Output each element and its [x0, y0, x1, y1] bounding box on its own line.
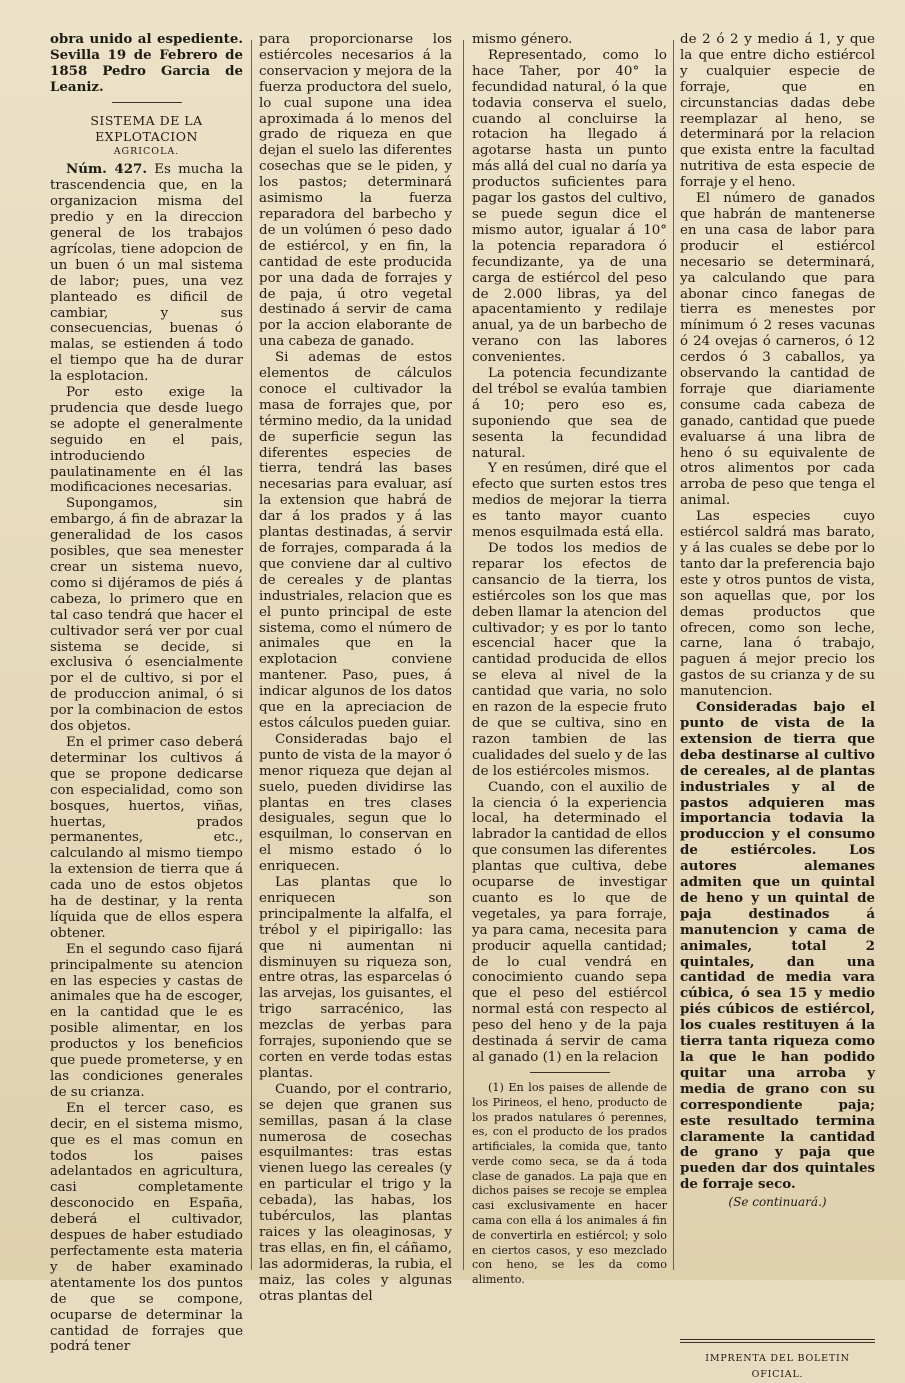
column-rule-1: [251, 40, 252, 1270]
column-rule-2: [463, 40, 464, 1270]
paragraph: En el segundo caso fijará principalmente su atencion en las especies y castas de animales que ha de escoger, en la cantidad que le es posible alimentar, en los productos y los beneficios que puede prometerse, y en las condiciones generales de su crianza.: [50, 941, 243, 1100]
paragraph: Las plantas que lo enriquecen son principalmente la alfalfa, el trébol y el pipirigallo: las que ni aumentan ni disminuyen su riqueza son, entre otras, las esparcelas ó las arvejas, los guisantes, el trigo sarracénico, las mezclas de yerbas para forrajes, suponiendo que se corten en verde todas estas plantas.: [259, 875, 452, 1081]
paragraph: De todos los medios de reparar los efectos de cansancio de la tierra, los estiércoles son los que mas deben llamar la atencion del cultivador; y es por lo tanto escencial hacer que la cantidad producida de ellos se eleva al nivel de la cantidad que varia, no solo en razon de la especie fruto de que se cultiva, sino en razon tambien de las cualidades del suelo y de las de los estiércoles mismos.: [472, 541, 667, 779]
section-subtitle: AGRICOLA.: [113, 146, 180, 158]
paragraph: Por esto exige la prudencia que desde luego se adopte el generalmente seguido en el pais, introduciendo paulatinamente en él las modificaciones necesarias.: [50, 385, 243, 496]
paragraph: mismo género.: [472, 32, 573, 47]
footer-rule: [680, 1339, 875, 1343]
footnote-rule: [530, 1072, 610, 1073]
printer-imprint: IMPRENTA DEL BOLETIN OFICIAL.: [705, 1353, 850, 1380]
separator-rule: [112, 102, 182, 103]
paragraph: Las especies cuyo estiércol saldrá mas barato, y á las cuales se debe por lo tanto dar la preferencia bajo este y otros puntos de vista, son aquellas que, por los demas productos que ofrecen, como son leche, carne, lana ó trabajo, paguen á mejor precio los gastos de su crianza y de su manutencion.: [680, 509, 875, 700]
paragraph: Consideradas bajo el punto de vista de la mayor ó menor riqueza que dejan al suelo, pueden dividirse las plantas en tres clases desiguales, segun que lo esquilman, lo conservan en el mismo estado ó lo enriquecen.: [259, 731, 452, 875]
column-1: [50, 31, 243, 1355]
column-3: [472, 32, 667, 1287]
paragraph: Cuando, por el contrario, se dejen que granen sus semillas, pasan á la clase numerosa de cosechas esquilmantes: tras estas vienen luego las cereales (y en particular el trigo y la cebada), las habas, los tubérculos, las plantas raices y las oleaginosas, y tras ellas, en fin, el cáñamo, las adormideras, la rubia, el maiz, las coles y algunas otras plantas del: [259, 1081, 452, 1304]
column-4: [680, 32, 875, 1380]
paragraph: para proporcionarse los estiércoles necesarios á la conservacion y mejora de la fuerza productora del suelo, lo cual supone una idea aproximada á lo menos del grado de riqueza en que dejan el suelo las diferentes cosechas que se le piden, y los pastos; determinará asimismo la fuerza reparadora del barbecho y de un volúmen ó peso dado de estiércol, y en fin, la cantidad de este producida por una dada de forrajes y de paja, ú otro vegetal destinado á servir de cama por la accion elaborante de una cabeza de ganado.: [259, 32, 452, 350]
paragraph: Cuando, con el auxilio de la ciencia ó la experiencia local, ha determinado el labrador la cantidad de ellos que consumen las diferentes plantas que cultiva, debe ocuparse de investigar cuanto es lo que de vegetales, ya para forraje, ya para cama, necesita para producir aquella cantidad; de lo cual vendrá en conocimiento cuando sepa que el peso del estiércol normal está con respecto al peso del heno y de la paja destinada á servir de cama al ganado (1) en la relacion: [472, 779, 667, 1065]
paragraph: En el tercer caso, es decir, en el sistema mismo, que es el mas comun en todos los paises adelantados en agricultura, casi completamente desconocido en España, deberá el cultivador, despues de haber estudiado perfectamente esta materia y de haber examinado atentamente los dos puntos de que se compone, ocuparse de determinar la cantidad de forrajes que podrá tener: [50, 1100, 243, 1355]
previous-article-ending: obra unido al espediente. Sevilla 19 de Febrero de 1858 Pedro Garcia de Leaniz.: [50, 31, 243, 95]
paragraph: El número de ganados que habrán de mantenerse en una casa de labor para producir el estiércol necesario se determinará, ya calculando que para abonar cinco fanegas de tierra es menestes por mínimum ó 2 reses vacunas ó 24 ovejas ó carneros, ó 12 cerdos ó 3 caballos, ya observando la cantidad de forraje que diariamente consume cada cabeza de ganado, cantidad que puede evaluarse á una libra de heno ó su equivalente de otros alimentos por cada arroba de peso que tenga el animal.: [680, 191, 875, 509]
column-2: [259, 32, 452, 1304]
paragraph: [50, 162, 243, 385]
paragraph: Si ademas de estos elementos de cálculos conoce el cultivador la masa de forrajes que, por término medio, da la unidad de superficie segun las diferentes especies de tierra, tendrá las bases necesarias para evaluar, así la extension que habrá de dar á los prados y á las plantas destinadas, á servir de forrajes, comparada á la que conviene dar al cultivo de cereales y de plantas industriales, relacion que es el punto principal de este sistema, como el número de animales que en la explotacion conviene mantener. Paso, pues, á indicar algunos de los datos que en la apreciacion de estos cálculos pueden guiar.: [259, 350, 452, 731]
paragraph: de 2 ó 2 y medio á 1, y que la que entre dicho estiércol y cualquier especie de forraje, que en circunstancias dadas debe reemplazar al heno, se determinará por la relacion que exista entre la facultad nutritiva de esta especie de forraje y el heno.: [680, 32, 875, 191]
footnote: (1) En los paises de allende de los Pirineos, el heno, producto de los prados natulares ó perennes, es, con el producto de los prados artificiales, la comida que, tanto verde como seca, se da á toda clase de ganados. La paja que en dichos paises se recoje se emplea casi exclusivamente en hacer cama con ella á los animales á fin de convertirla en estiércol; y solo en ciertos casos, y eso mezclado con heno, se les da como alimento.: [472, 1080, 667, 1287]
paragraph: Supongamos, sin embargo, á fin de abrazar la generalidad de los casos posibles, que sea menester crear un sistema nuevo, como si dijéramos de piés á cabeza, lo primero que en tal caso tendrá que hacer el cultivador será ver por cual sistema se decide, si exclusiva ó esencialmente por el de cultivo, si por el de produccion animal, ó si por la combinacion de estos dos objetos.: [50, 496, 243, 735]
to-be-continued: (Se continuará.): [728, 1195, 827, 1210]
paragraph: En el primer caso deberá determinar los cultivos á que se propone dedicarse con especialidad, como son bosques, huertos, viñas, huertas, prados permanentes, etc., calculando al mismo tiempo la extension de tierra que á cada uno de estos objetos ha de destinar, y la renta líquida que de ellos espera obtener.: [50, 734, 243, 941]
paragraph: La potencia fecundizante del trébol se evalúa tambien á 10; pero eso es, suponiendo que sea de sesenta la fecundidad natural.: [472, 366, 667, 461]
section-title: SISTEMA DE LA EXPLOTACION: [90, 112, 203, 144]
paragraph: Consideradas bajo el punto de vista de la extension de tierra que deba destinarse al cultivo de cereales, al de plantas industriales y al de pastos adquieren mas importancia todavia la produccion y el consumo de estiércoles. Los autores alemanes admiten que un quintal de heno y un quintal de paja destinados á manutencion y cama de animales, total 2 quintales, dan una cantidad de media vara cúbica, ó sea 15 y medio piés cúbicos de estiércol, los cuales restituyen á la tierra tanta riqueza como la que le han podido quitar una arroba y media de grano con su correspondiente paja; este resultado termina claramente la cantidad de grano y paja que pueden dar dos quintales de forraje seco.: [680, 699, 875, 1193]
paragraph-text: Es mucha la trascendencia que, en la organizacion misma del predio y en la direccion general de los trabajos agrícolas, tiene adopcion de un buen ó un mal sistema de labor; pues, una vez planteado es dificil de cambiar, y sus consecuencias, buenas ó malas, se estienden á todo el tiempo que ha de durar la esplotacion.: [50, 162, 243, 385]
paragraph: Representado, como lo hace Taher, por 40° la fecundidad natural, ó la que todavia conserva el suelo, cuando al concluirse la rotacion ha llegado á agotarse hasta un punto más allá del cual no daría ya productos suficientes para pagar los gastos del cultivo, se puede segun dice el mismo autor, igualar á 10° la potencia reparadora ó fecundizante, ya de una carga de estiércol del peso de 2.000 libras, ya del apacentamiento y redilaje anual, ya de un barbecho de verano con las labores convenientes.: [472, 47, 667, 366]
paragraph: Y en resúmen, diré que el efecto que surten estos tres medios de mejorar la tierra es tanto mayor cuanto menos esquilmada está ella.: [472, 461, 667, 541]
article-number: Núm. 427.: [66, 161, 148, 178]
column-rule-3: [673, 40, 674, 1270]
